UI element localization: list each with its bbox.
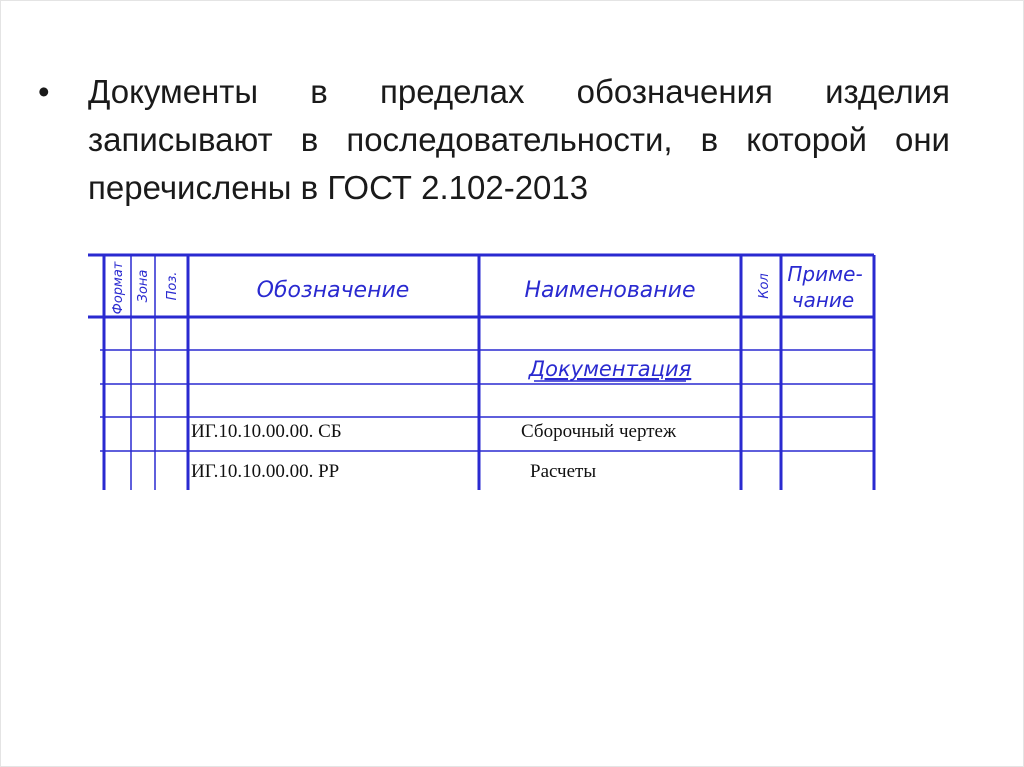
header-designation: Обозначение — [256, 278, 410, 303]
header-note-line2: чание — [791, 288, 855, 312]
bullet-text: Документы в пределах обозначения изделия записывают в последовательности, в которой они перечислены в ГОСТ 2.102-2013 — [88, 73, 950, 206]
header-position: Поз. — [165, 271, 180, 301]
header-quantity: Кол — [757, 273, 772, 299]
header-format: Формат — [111, 261, 126, 315]
bullet-marker: • — [38, 73, 50, 110]
row-1-name: Сборочный чертеж — [521, 421, 677, 442]
row-1-designation: ИГ.10.10.00.00. СБ — [191, 421, 342, 442]
header-note-line1: Приме- — [787, 262, 863, 286]
row-2-designation: ИГ.10.10.00.00. РР — [191, 461, 340, 482]
section-title: Документация — [528, 357, 692, 381]
header-name: Наименование — [524, 278, 696, 303]
row-2-name: Расчеты — [530, 461, 597, 482]
header-zone: Зона — [136, 269, 151, 303]
